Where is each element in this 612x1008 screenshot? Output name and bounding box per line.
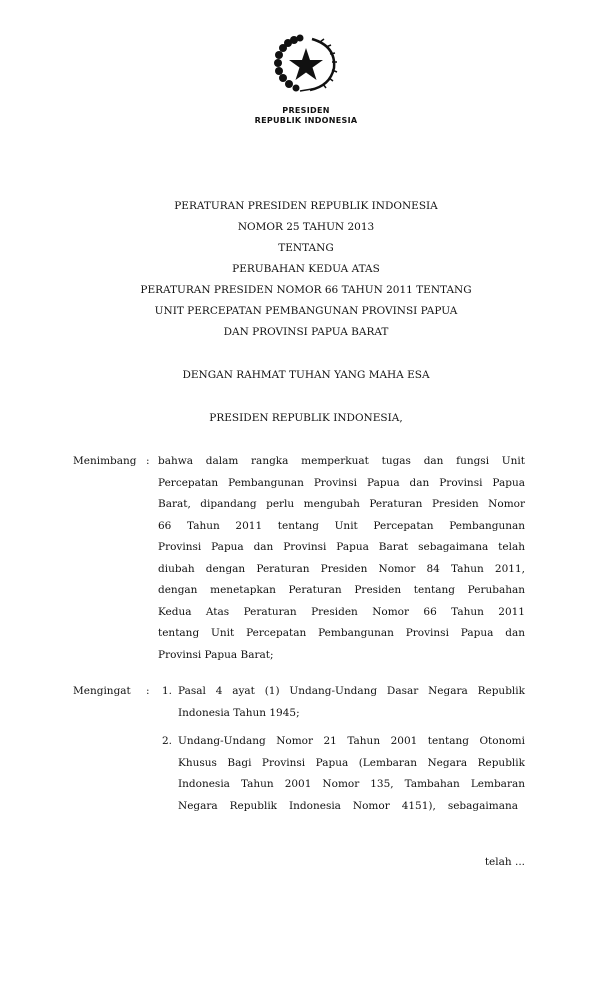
menimbang-line: 66 Tahun 2011 tentang Unit Percepatan Pembangunan xyxy=(158,519,525,532)
mengingat-line: Undang-Undang Nomor 21 Tahun 2001 tentang Otonomi xyxy=(178,735,525,747)
menimbang-colon: : xyxy=(146,455,150,467)
emblem-title-line1: PRESIDEN xyxy=(282,106,330,115)
mengingat-line: Indonesia Tahun 2001 Nomor 135, Tambahan Lembaran xyxy=(178,778,525,790)
title-line: PERATURAN PRESIDEN NOMOR 66 TAHUN 2011 TENTANG xyxy=(140,284,472,296)
menimbang-line: Provinsi Papua dan Provinsi Papua Barat sebagaimana telah xyxy=(158,541,525,553)
menimbang-line: diubah dengan Peraturan Presiden Nomor 84 Tahun 2011, xyxy=(158,562,525,575)
title-line: PERUBAHAN KEDUA ATAS xyxy=(232,263,380,275)
mengingat-label: Mengingat xyxy=(73,685,131,697)
emblem-title-line2: REPUBLIK INDONESIA xyxy=(254,116,358,125)
menimbang-line: bahwa dalam rangka memperkuat tugas dan fungsi Unit xyxy=(158,455,525,467)
menimbang-line: Barat, dipandang perlu mengubah Peraturan Presiden Nomor xyxy=(158,498,525,510)
menimbang-line: dengan menetapkan Peraturan Presiden tentang Perubahan xyxy=(158,584,525,596)
page-continuation: telah ... xyxy=(484,856,525,868)
item-number: 2. xyxy=(162,735,173,747)
mengingat-colon: : xyxy=(146,685,150,697)
presidential-emblem xyxy=(270,34,342,94)
president-line: PRESIDEN REPUBLIK INDONESIA, xyxy=(209,412,403,424)
title-line: DAN PROVINSI PAPUA BARAT xyxy=(223,326,389,338)
blessing-line: DENGAN RAHMAT TUHAN YANG MAHA ESA xyxy=(182,369,430,381)
mengingat-line: Khusus Bagi Provinsi Papua (Lembaran Negara Republik xyxy=(178,756,525,769)
menimbang-label: Menimbang xyxy=(73,455,137,467)
title-line: TENTANG xyxy=(278,242,334,254)
title-line: NOMOR 25 TAHUN 2013 xyxy=(237,221,375,233)
title-line: UNIT PERCEPATAN PEMBANGUNAN PROVINSI PAPUA xyxy=(154,305,458,317)
menimbang-line: tentang Unit Percepatan Pembangunan Provinsi Papua dan xyxy=(158,627,525,639)
menimbang-line: Provinsi Papua Barat; xyxy=(158,648,274,661)
item-number: 1. xyxy=(162,685,173,697)
mengingat-line: Indonesia Tahun 1945; xyxy=(178,706,300,719)
menimbang-line: Percepatan Pembangunan Provinsi Papua dan Provinsi Papua xyxy=(158,476,525,489)
mengingat-line: Negara Republik Indonesia Nomor 4151), sebagaimana xyxy=(178,799,518,812)
title-line: PERATURAN PRESIDEN REPUBLIK INDONESIA xyxy=(174,200,438,212)
menimbang-line: Kedua Atas Peraturan Presiden Nomor 66 Tahun 2011 xyxy=(158,605,525,618)
mengingat-line: Pasal 4 ayat (1) Undang-Undang Dasar Negara Republik xyxy=(178,685,525,697)
